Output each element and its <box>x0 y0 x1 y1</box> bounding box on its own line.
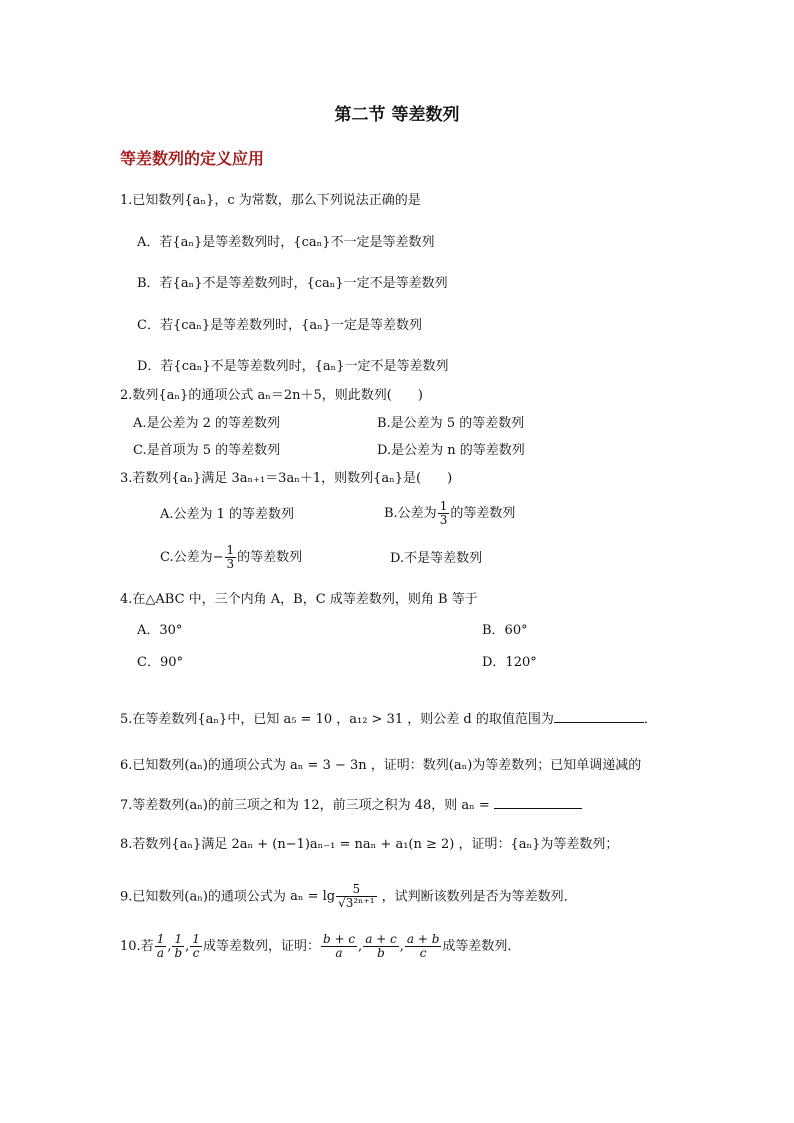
q10-frac-4-den: a <box>335 946 343 960</box>
q1-option-c: C．若{caₙ}是等差数列时，{aₙ}一定是等差数列 <box>137 318 423 333</box>
q2-stem: 2.数列{aₙ}的通项公式 aₙ＝2n＋5，则此数列( ) <box>120 388 423 403</box>
q10-frac-4-num: b + c <box>322 932 356 946</box>
q10-frac-2-num: 1 <box>172 933 184 947</box>
q3-option-d: D.不是等差数列 <box>390 551 483 566</box>
q9-numerator: 5 <box>336 883 376 897</box>
q4-option-d: D．120° <box>482 655 537 670</box>
q10-frac-5-num: a + c <box>365 932 397 946</box>
q10-frac-3 <box>190 933 202 960</box>
q10-frac-2 <box>172 933 184 960</box>
q2-option-b: B.是公差为 5 的等差数列 <box>377 416 525 431</box>
q5 <box>120 710 657 729</box>
q8: 8.若数列{aₙ}满足 2aₙ + (n−1)aₙ₋₁ = naₙ + a₁(n ≥ 2) ，证明：{aₙ}为等差数列； <box>120 837 619 852</box>
q3-option-b-prefix: B.公差为 <box>384 506 437 521</box>
q3-option-c-suffix: 的等差数列 <box>237 550 303 565</box>
q10-frac-1-den: a <box>156 946 165 960</box>
q3-option-b-suffix: 的等差数列 <box>450 506 516 521</box>
q10-frac-6-num: a + b <box>406 932 440 946</box>
q1-option-a: A．若{aₙ}是等差数列时，{caₙ}不一定是等差数列 <box>137 235 435 250</box>
q4-stem: 4.在△ABC 中，三个内角 A，B，C 成等差数列，则角 B 等于 <box>120 592 478 607</box>
q10-frac-5-den: b <box>377 946 385 960</box>
q10-frac-4 <box>321 933 357 960</box>
q3-b-numerator: 1 <box>439 499 448 513</box>
q3-option-c-prefix: C.公差为− <box>160 550 224 565</box>
page-title: 第二节 等差数列 <box>334 105 460 125</box>
q10-frac-6 <box>405 933 442 960</box>
q9 <box>120 880 577 915</box>
q10-frac-3-num: 1 <box>192 932 200 946</box>
q10-frac-6-den: c <box>419 946 427 960</box>
q2-option-d: D.是公差为 n 的等差数列 <box>377 443 525 458</box>
q4-option-c: C．90° <box>137 655 183 670</box>
q10-comma-3: , <box>358 939 363 954</box>
q10-frac-1-num: 1 <box>156 932 165 946</box>
q3-c-denominator: 3 <box>226 557 235 571</box>
q7-answer-blank[interactable] <box>494 796 582 809</box>
q10-frac-3-den: c <box>192 946 200 960</box>
q6: 6.已知数列(aₙ)的通项公式为 aₙ = 3 − 3n ，证明：数列(aₙ)为等差数列；已知单调递减的 <box>120 758 642 773</box>
q9-prefix: 9.已知数列(aₙ)的通项公式为 <box>120 889 286 905</box>
q10-middle: 成等差数列，证明： <box>202 939 320 954</box>
q1-stem: 1.已知数列{aₙ}，c 为常数，那么下列说法正确的是 <box>120 193 421 208</box>
q5-answer-blank[interactable] <box>554 710 644 723</box>
q3-stem: 3.若数列{aₙ}满足 3aₙ₊₁＝3aₙ＋1，则数列{aₙ}是( ) <box>120 471 453 486</box>
q2-option-c: C.是首项为 5 的等差数列 <box>133 443 281 458</box>
q1-option-d: D．若{caₙ}不是等差数列时，{aₙ}一定不是等差数列 <box>137 359 449 374</box>
q4-option-b: B．60° <box>482 623 528 638</box>
q2-option-a: A.是公差为 2 的等差数列 <box>133 416 281 431</box>
q9-formula-lhs: aₙ = lg <box>290 889 336 904</box>
q9-formula <box>290 880 377 914</box>
q9-denominator: √3²ⁿ⁺¹ <box>338 896 375 910</box>
q10-frac-5 <box>363 933 399 960</box>
q10-frac-2-den: b <box>174 946 183 960</box>
q4-option-a: A．30° <box>137 623 183 638</box>
q10 <box>120 930 520 964</box>
q10-comma-1: , <box>167 939 172 954</box>
q10-frac-1 <box>155 933 167 960</box>
q3-c-numerator: 1 <box>226 543 235 557</box>
q3-option-b-fraction <box>438 500 450 527</box>
q10-suffix: 成等差数列． <box>442 939 521 954</box>
q9-formula-fraction <box>336 883 376 910</box>
q3-option-a: A.公差为 1 的等差数列 <box>160 507 295 522</box>
q9-suffix: ，试判断该数列是否为等差数列． <box>381 889 577 905</box>
q3-b-denominator: 3 <box>439 513 448 527</box>
q5-text: 5.在等差数列{aₙ}中，已知 a₅ = 10 ，a₁₂ > 31 ，则公差 d 的取值范围为 <box>120 712 554 727</box>
q10-comma-2: , <box>185 939 190 954</box>
q3-option-c <box>160 542 302 574</box>
q7 <box>120 796 582 815</box>
q3-option-c-fraction <box>225 544 237 571</box>
q5-period: ． <box>643 712 657 727</box>
q10-comma-4: , <box>399 939 404 954</box>
q7-text: 7.等差数列(aₙ)的前三项之和为 12，前三项之积为 48，则 aₙ = <box>120 798 490 813</box>
section-heading: 等差数列的定义应用 <box>120 149 265 168</box>
q1-option-b: B．若{aₙ}不是等差数列时，{caₙ}一定不是等差数列 <box>137 276 448 291</box>
q10-prefix: 10.若 <box>120 939 154 954</box>
q3-option-b <box>384 498 515 530</box>
